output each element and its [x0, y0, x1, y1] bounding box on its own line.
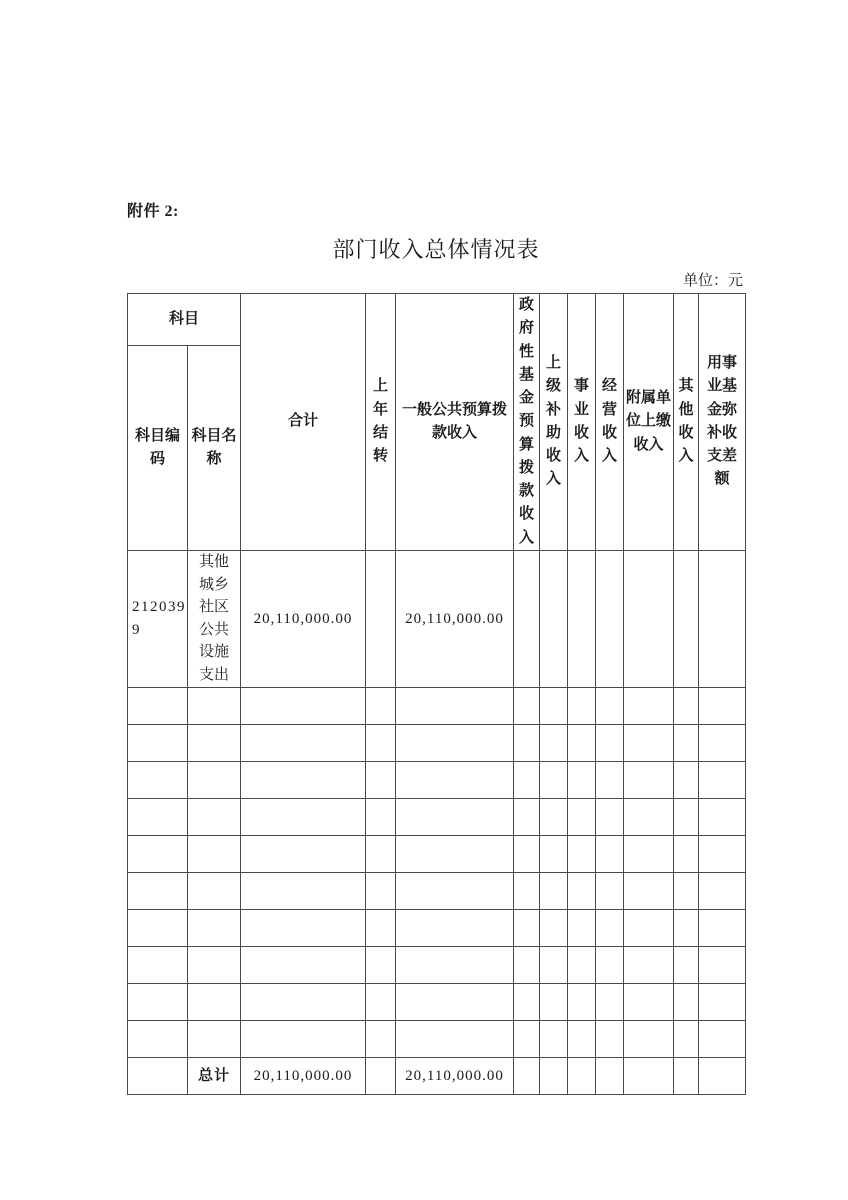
- cell-general-public-budget: [396, 1020, 514, 1057]
- cell-superior-subsidy: [540, 724, 568, 761]
- cell-superior-subsidy: [540, 761, 568, 798]
- cell-superior-subsidy: [540, 1057, 568, 1094]
- cell-prev-year-carryover: [366, 909, 396, 946]
- cell-subject-name: [188, 983, 241, 1020]
- cell-general-public-budget: [396, 835, 514, 872]
- cell-business-income: [568, 909, 596, 946]
- header-subject: 科目: [128, 294, 241, 346]
- header-business-income: 事业收入: [568, 294, 596, 551]
- table-row: [128, 946, 746, 983]
- cell-business-income: [568, 550, 596, 687]
- cell-total: [241, 761, 366, 798]
- cell-affiliated-unit-remit: [624, 724, 674, 761]
- cell-fund-offset: [699, 724, 746, 761]
- cell-prev-year-carryover: [366, 550, 396, 687]
- cell-fund-offset: [699, 798, 746, 835]
- cell-prev-year-carryover: [366, 798, 396, 835]
- page-title: 部门收入总体情况表: [332, 237, 540, 262]
- cell-operating-income: [596, 687, 624, 724]
- table-header: [128, 294, 746, 551]
- table-body: [128, 550, 746, 1094]
- cell-affiliated-unit-remit: [624, 946, 674, 983]
- cell-gov-fund-budget: [514, 687, 540, 724]
- income-summary-table: [127, 293, 746, 1095]
- cell-operating-income: [596, 550, 624, 687]
- cell-operating-income: [596, 872, 624, 909]
- cell-business-income: [568, 798, 596, 835]
- cell-superior-subsidy: [540, 1020, 568, 1057]
- cell-gov-fund-budget: [514, 835, 540, 872]
- header-operating-income: 经营收入: [596, 294, 624, 551]
- cell-affiliated-unit-remit: [624, 1020, 674, 1057]
- cell-general-public-budget: [396, 761, 514, 798]
- table-row: [128, 687, 746, 724]
- cell-fund-offset: [699, 761, 746, 798]
- cell-other-income: [674, 835, 699, 872]
- table-row: [128, 983, 746, 1020]
- table-row: [128, 550, 746, 687]
- header-gov-fund-budget: 政府性基金预算拨款收入: [514, 294, 540, 551]
- cell-prev-year-carryover: [366, 983, 396, 1020]
- cell-fund-offset: [699, 835, 746, 872]
- cell-other-income: [674, 550, 699, 687]
- cell-general-public-budget: [396, 946, 514, 983]
- cell-operating-income: [596, 946, 624, 983]
- cell-gov-fund-budget: [514, 761, 540, 798]
- cell-fund-offset: [699, 1057, 746, 1094]
- cell-total: [241, 724, 366, 761]
- table-row: [128, 1020, 746, 1057]
- unit-label: 单位：元: [682, 273, 743, 289]
- header-general-public-budget: 一般公共预算拨款收入: [396, 294, 514, 551]
- cell-fund-offset: [699, 550, 746, 687]
- cell-affiliated-unit-remit: [624, 909, 674, 946]
- header-other-income: 其他收入: [674, 294, 699, 551]
- cell-subject-code: [128, 872, 188, 909]
- cell-subject-code: 2120399: [128, 550, 188, 687]
- cell-fund-offset: [699, 983, 746, 1020]
- cell-subject-name: [188, 946, 241, 983]
- cell-general-public-budget: [396, 798, 514, 835]
- table-row: [128, 798, 746, 835]
- cell-operating-income: [596, 835, 624, 872]
- header-subject-code: 科目编码: [128, 346, 188, 550]
- cell-other-income: [674, 1020, 699, 1057]
- cell-other-income: [674, 761, 699, 798]
- cell-subject-name: [188, 872, 241, 909]
- cell-subject-name: 其他城乡社区公共设施支出: [188, 550, 241, 687]
- cell-subject-code: [128, 946, 188, 983]
- cell-total: [241, 798, 366, 835]
- cell-general-public-budget: [396, 872, 514, 909]
- cell-business-income: [568, 946, 596, 983]
- cell-other-income: [674, 1057, 699, 1094]
- cell-operating-income: [596, 798, 624, 835]
- header-fund-offset: 用事业基金弥补收支差额: [699, 294, 746, 551]
- cell-other-income: [674, 872, 699, 909]
- cell-prev-year-carryover: [366, 872, 396, 909]
- cell-subject-code: [128, 909, 188, 946]
- cell-subject-code: [128, 983, 188, 1020]
- table-total-row: [128, 1057, 746, 1094]
- cell-subject-name: [188, 835, 241, 872]
- cell-total: [241, 872, 366, 909]
- cell-total: [241, 1020, 366, 1057]
- attachment-label: 附件 2:: [127, 203, 179, 220]
- cell-affiliated-unit-remit: [624, 872, 674, 909]
- header-superior-subsidy: 上级补助收入: [540, 294, 568, 551]
- cell-fund-offset: [699, 909, 746, 946]
- cell-affiliated-unit-remit: [624, 687, 674, 724]
- cell-prev-year-carryover: [366, 761, 396, 798]
- cell-affiliated-unit-remit: [624, 983, 674, 1020]
- cell-gov-fund-budget: [514, 798, 540, 835]
- cell-business-income: [568, 687, 596, 724]
- cell-gov-fund-budget: [514, 1057, 540, 1094]
- cell-subject-name: [188, 1020, 241, 1057]
- cell-general-public-budget: [396, 909, 514, 946]
- cell-affiliated-unit-remit: [624, 550, 674, 687]
- cell-subject-name: 总计: [188, 1057, 241, 1094]
- cell-total: [241, 687, 366, 724]
- table-row: [128, 909, 746, 946]
- header-affiliated-unit-remit: 附属单位上缴收入: [624, 294, 674, 551]
- cell-total: [241, 835, 366, 872]
- header-subject-name: 科目名称: [188, 346, 241, 550]
- cell-general-public-budget: 20,110,000.00: [396, 1057, 514, 1094]
- cell-business-income: [568, 983, 596, 1020]
- cell-prev-year-carryover: [366, 1020, 396, 1057]
- cell-total: [241, 909, 366, 946]
- header-row-subject-group: [128, 294, 746, 346]
- cell-subject-code: [128, 1020, 188, 1057]
- cell-business-income: [568, 1020, 596, 1057]
- cell-superior-subsidy: [540, 798, 568, 835]
- cell-subject-code: [128, 835, 188, 872]
- cell-subject-code: [128, 724, 188, 761]
- cell-superior-subsidy: [540, 687, 568, 724]
- cell-total: 20,110,000.00: [241, 550, 366, 687]
- table-row: [128, 724, 746, 761]
- cell-subject-code: [128, 1057, 188, 1094]
- cell-prev-year-carryover: [366, 946, 396, 983]
- cell-fund-offset: [699, 946, 746, 983]
- cell-gov-fund-budget: [514, 983, 540, 1020]
- cell-operating-income: [596, 724, 624, 761]
- cell-business-income: [568, 872, 596, 909]
- cell-business-income: [568, 761, 596, 798]
- cell-subject-name: [188, 909, 241, 946]
- header-prev-year-carryover: 上年结转: [366, 294, 396, 551]
- table-row: [128, 835, 746, 872]
- cell-general-public-budget: [396, 687, 514, 724]
- cell-other-income: [674, 724, 699, 761]
- cell-subject-name: [188, 798, 241, 835]
- cell-gov-fund-budget: [514, 550, 540, 687]
- cell-total: [241, 946, 366, 983]
- cell-subject-code: [128, 798, 188, 835]
- cell-fund-offset: [699, 872, 746, 909]
- cell-business-income: [568, 724, 596, 761]
- cell-gov-fund-budget: [514, 872, 540, 909]
- cell-superior-subsidy: [540, 835, 568, 872]
- cell-gov-fund-budget: [514, 1020, 540, 1057]
- cell-fund-offset: [699, 1020, 746, 1057]
- cell-operating-income: [596, 1057, 624, 1094]
- cell-total: [241, 983, 366, 1020]
- cell-prev-year-carryover: [366, 687, 396, 724]
- cell-total: 20,110,000.00: [241, 1057, 366, 1094]
- cell-general-public-budget: [396, 724, 514, 761]
- cell-subject-name: [188, 761, 241, 798]
- cell-operating-income: [596, 983, 624, 1020]
- cell-gov-fund-budget: [514, 724, 540, 761]
- cell-superior-subsidy: [540, 946, 568, 983]
- cell-general-public-budget: 20,110,000.00: [396, 550, 514, 687]
- cell-other-income: [674, 798, 699, 835]
- cell-subject-name: [188, 724, 241, 761]
- cell-other-income: [674, 946, 699, 983]
- cell-gov-fund-budget: [514, 946, 540, 983]
- cell-fund-offset: [699, 687, 746, 724]
- cell-superior-subsidy: [540, 872, 568, 909]
- cell-other-income: [674, 687, 699, 724]
- cell-gov-fund-budget: [514, 909, 540, 946]
- cell-prev-year-carryover: [366, 835, 396, 872]
- cell-business-income: [568, 835, 596, 872]
- cell-other-income: [674, 983, 699, 1020]
- cell-affiliated-unit-remit: [624, 835, 674, 872]
- cell-subject-code: [128, 761, 188, 798]
- cell-superior-subsidy: [540, 983, 568, 1020]
- table-row: [128, 872, 746, 909]
- cell-prev-year-carryover: [366, 1057, 396, 1094]
- cell-operating-income: [596, 1020, 624, 1057]
- cell-superior-subsidy: [540, 550, 568, 687]
- header-total: 合计: [241, 294, 366, 551]
- cell-prev-year-carryover: [366, 724, 396, 761]
- cell-subject-name: [188, 687, 241, 724]
- cell-affiliated-unit-remit: [624, 761, 674, 798]
- table-row: [128, 761, 746, 798]
- cell-affiliated-unit-remit: [624, 1057, 674, 1094]
- cell-operating-income: [596, 761, 624, 798]
- cell-business-income: [568, 1057, 596, 1094]
- cell-operating-income: [596, 909, 624, 946]
- cell-affiliated-unit-remit: [624, 798, 674, 835]
- cell-superior-subsidy: [540, 909, 568, 946]
- cell-general-public-budget: [396, 983, 514, 1020]
- cell-subject-code: [128, 687, 188, 724]
- cell-other-income: [674, 909, 699, 946]
